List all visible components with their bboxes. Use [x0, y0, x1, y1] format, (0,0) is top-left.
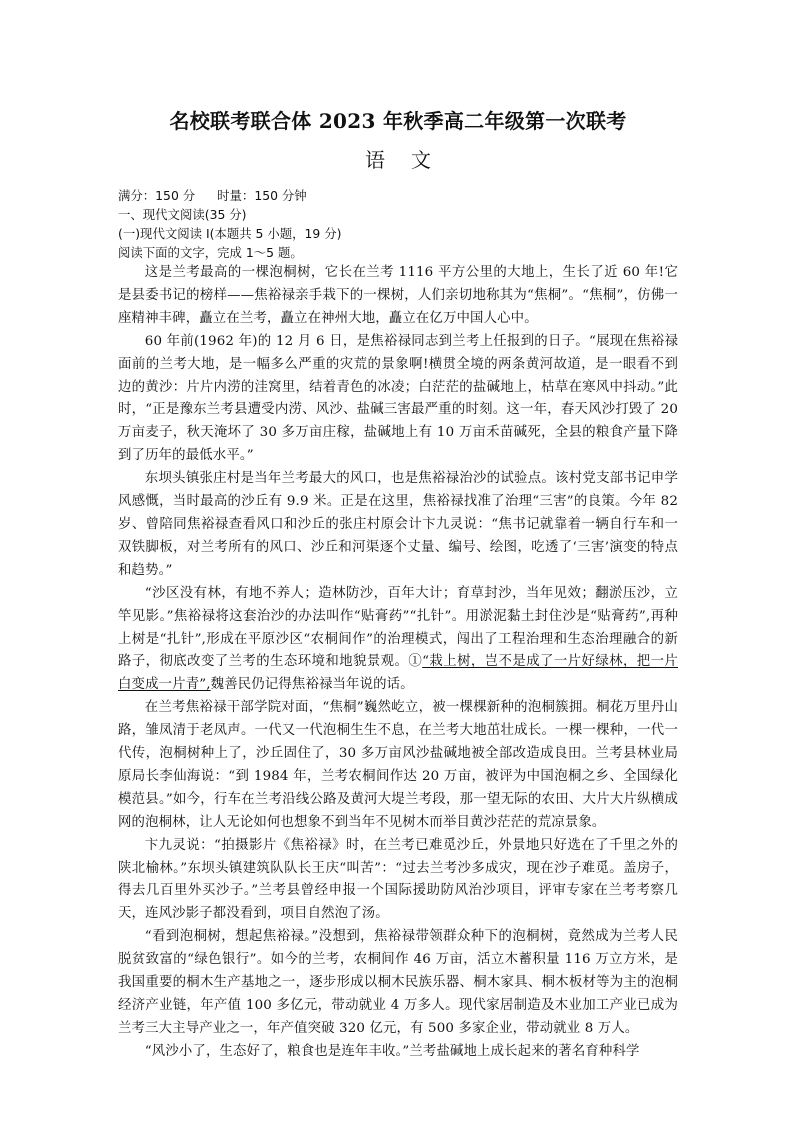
exam-title: 名校联考联合体 2023 年秋季高二年级第一次联考	[169, 109, 627, 133]
reading-instruction: 阅读下面的文字，完成 1～5 题。	[118, 245, 303, 260]
paragraph-4-text-a: “沙区没有林，有地不养人；造林防沙，百年大计；育草封沙，当年见效；翻淤压沙，立竿见影。”焦裕禄将这套治沙的办法叫作“贴膏药”“扎针”。用淤泥黏土封住沙是“贴膏药”,再种上树是“扎针”,形成在平原沙区“农桐间作”的治理模式，闯出了工程治理和生态治理融合的新路子，彻底改变了兰考的生态环境和地貌景观。①	[118, 585, 678, 670]
paragraph-4-text-b: 魏善民仍记得焦裕禄当年说的话。	[210, 677, 414, 693]
paragraph-2: 60 年前(1962 年)的 12 月 6 日，是焦裕禄同志到兰考上任报到的日子。“展现在焦裕禄面前的兰考大地，是一幅多么严重的灾荒的景象啊!横贯全境的两条黄河故道，是一眼看不到边的黄沙：片片内涝的洼窝里，结着青色的冰凌；白茫茫的盐碱地上，枯草在寒风中抖动。”此时，“正是豫东兰考县遭受内涝、风沙、盐碱三害最严重的时刻。这一年，春天风沙打毁了 20 万亩麦子，秋天淹坏了 30 多万亩庄稼，盐碱地上有 10 万亩禾苗碱死，全县的粮食产量下降到了历年的最低水平。”	[118, 333, 678, 464]
full-score: 满分：150 分	[118, 188, 196, 203]
subject-heading	[118, 146, 678, 174]
exam-page	[118, 98, 678, 1064]
paragraph-4	[118, 583, 678, 698]
time-limit: 时量：150 分钟	[217, 188, 307, 203]
exam-meta	[118, 186, 678, 205]
paragraph-1: 这是兰考最高的一棵泡桐树，它长在兰考 1116 平方公里的大地上，生长了近 60 年!它是县委书记的榜样——焦裕禄亲手栽下的一棵树，人们亲切地称其为“焦桐”。“焦桐”，仿佛一座精神丰碑，矗立在兰考，矗立在神州大地，矗立在亿万中国人心中。	[118, 265, 678, 326]
paragraph-8: “风沙小了，生态好了，粮食也是连年丰收。”兰考盐碱地上成长起来的著名育种科学	[144, 1043, 640, 1059]
subject-char-left: 语	[365, 148, 385, 172]
paragraph-3: 东坝头镇张庄村是当年兰考最大的风口，也是焦裕禄治沙的试验点。该村党支部书记申学风感慨，当时最高的沙丘有 9.9 米。正是在这里，焦裕禄找准了治理“三害”的良策。今年 82 岁、曾陪同焦裕禄查看风口和沙丘的张庄村原会计卞九灵说：“焦书记就靠着一辆自行车和一双铁脚板，对兰考所有的风口、沙丘和河渠逐个丈量、编号、绘图，吃透了‘三害’演变的特点和趋势。”	[118, 471, 678, 578]
paragraph-7: “看到泡桐树，想起焦裕禄。”没想到，焦裕禄带领群众种下的泡桐树，竟然成为兰考人民脱贫致富的“绿色银行”。如今的兰考，农桐间作 46 万亩，活立木蓄积量 116 万立方米，是我国重要的桐木生产基地之一，逐步形成以桐木民族乐器、桐木家具、桐木板材等为主的泡桐经济产业链，年产值 100 多亿元，带动就业 4 万多人。现代家居制造及木业加工产业已成为兰考三大主导产业之一，年产值突破 320 亿元，有 500 多家企业，带动就业 8 万人。	[118, 929, 678, 1036]
subsection-heading: (一)现代文阅读 I(本题共 5 小题，19 分)	[118, 226, 342, 241]
subject-char-right: 文	[411, 148, 431, 172]
paragraph-5: 在兰考焦裕禄干部学院对面，“焦桐”巍然屹立，被一棵棵新种的泡桐簇拥。桐花万里丹山路，雏凤清于老凤声。一代又一代泡桐生生不息，在兰考大地茁壮成长。一棵一棵种，一代一代传，泡桐树种上了，沙丘固住了，30 多万亩风沙盐碱地被全部改造成良田。兰考县林业局原局长李仙海说：“到 1984 年，兰考农桐间作达 20 万亩，被评为中国泡桐之乡、全国绿化模范县。”如今，行车在兰考沿线公路及黄河大堤兰考段，那一望无际的农田、大片大片纵横成网的泡桐林，让人无论如何也想象不到当年不见树木而举目黄沙茫茫的荒凉景象。	[118, 700, 678, 830]
section-heading: 一、现代文阅读(35 分)	[118, 207, 247, 222]
underlined-sentence-1: “栽上树，岂不是成了一片好绿林，把一片白变成一片青”,	[118, 654, 678, 693]
paragraph-6: 卞九灵说：“拍摄影片《焦裕禄》时，在兰考已难觅沙丘，外景地只好选在了千里之外的陕北榆林。”东坝头镇建筑队队长王庆“叫苦”：“过去兰考沙多成灾，现在沙子难觅。盖房子，得去几百里外买沙子。”兰考县曾经申报一个国际援助防风治沙项目，评审专家在兰考考察几天，连风沙影子都没看到，项目自然泡了汤。	[118, 837, 678, 922]
